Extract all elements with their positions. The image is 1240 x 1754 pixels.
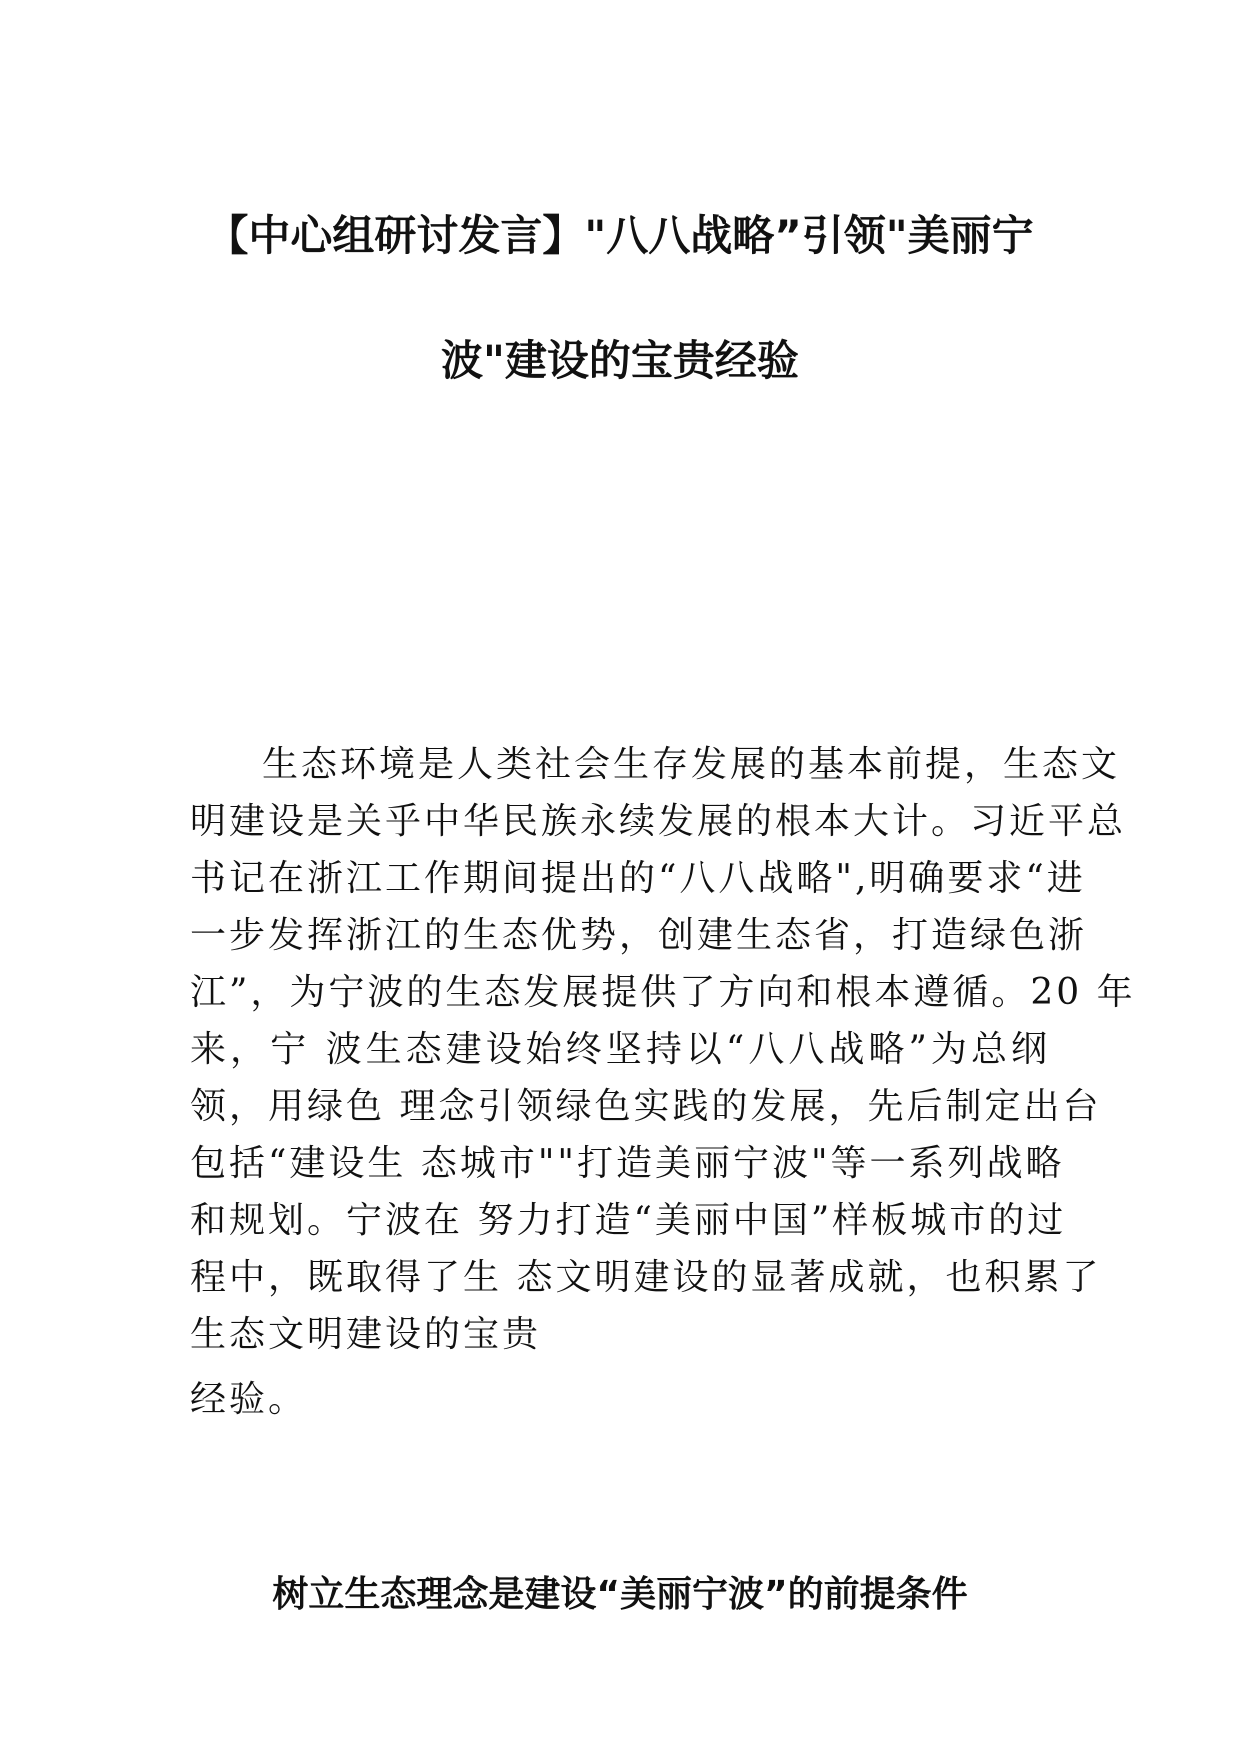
paragraph-line: 生态文明建设的宝贵	[190, 1314, 542, 1355]
document-title-line-1: 【中心组研讨发言】"八八战略”引领"美丽宁	[206, 211, 1034, 260]
paragraph-line: 一步发挥浙江的生态优势，创建生态省，打造绿色浙	[190, 915, 1088, 956]
paragraph-line: 经验。	[190, 1379, 308, 1420]
paragraph-line: 书记在浙江工作期间提出的“八八战略",明确要求“进	[190, 858, 1086, 899]
paragraph-line: 生态环境是人类社会生存发展的基本前提，生态文	[262, 744, 1121, 785]
paragraph-line: 来，宁 波生态建设始终坚持以“八八战略”为总纲	[190, 1029, 1050, 1070]
paragraph-line: 程中，既取得了生 态文明建设的显著成就，也积累了	[190, 1257, 1102, 1298]
paragraph-line: 领，用绿色 理念引领绿色实践的发展，先后制定出台	[190, 1086, 1102, 1127]
paragraph-line: 和规划。宁波在 努力打造“美丽中国”样板城市的过	[190, 1200, 1067, 1241]
paragraph-line: 包括“建设生 态城市""打造美丽宁波"等一系列战略	[190, 1143, 1065, 1184]
paragraph-line: 明建设是关乎中华民族永续发展的根本大计。习近平总	[190, 801, 1127, 842]
paragraph-line: 江”，为宁波的生态发展提供了方向和根本遵循。20 年	[190, 972, 1136, 1013]
document-title-line-2: 波"建设的宝贵经验	[441, 336, 799, 385]
section-heading: 树立生态理念是建设“美丽宁波”的前提条件	[272, 1574, 968, 1615]
